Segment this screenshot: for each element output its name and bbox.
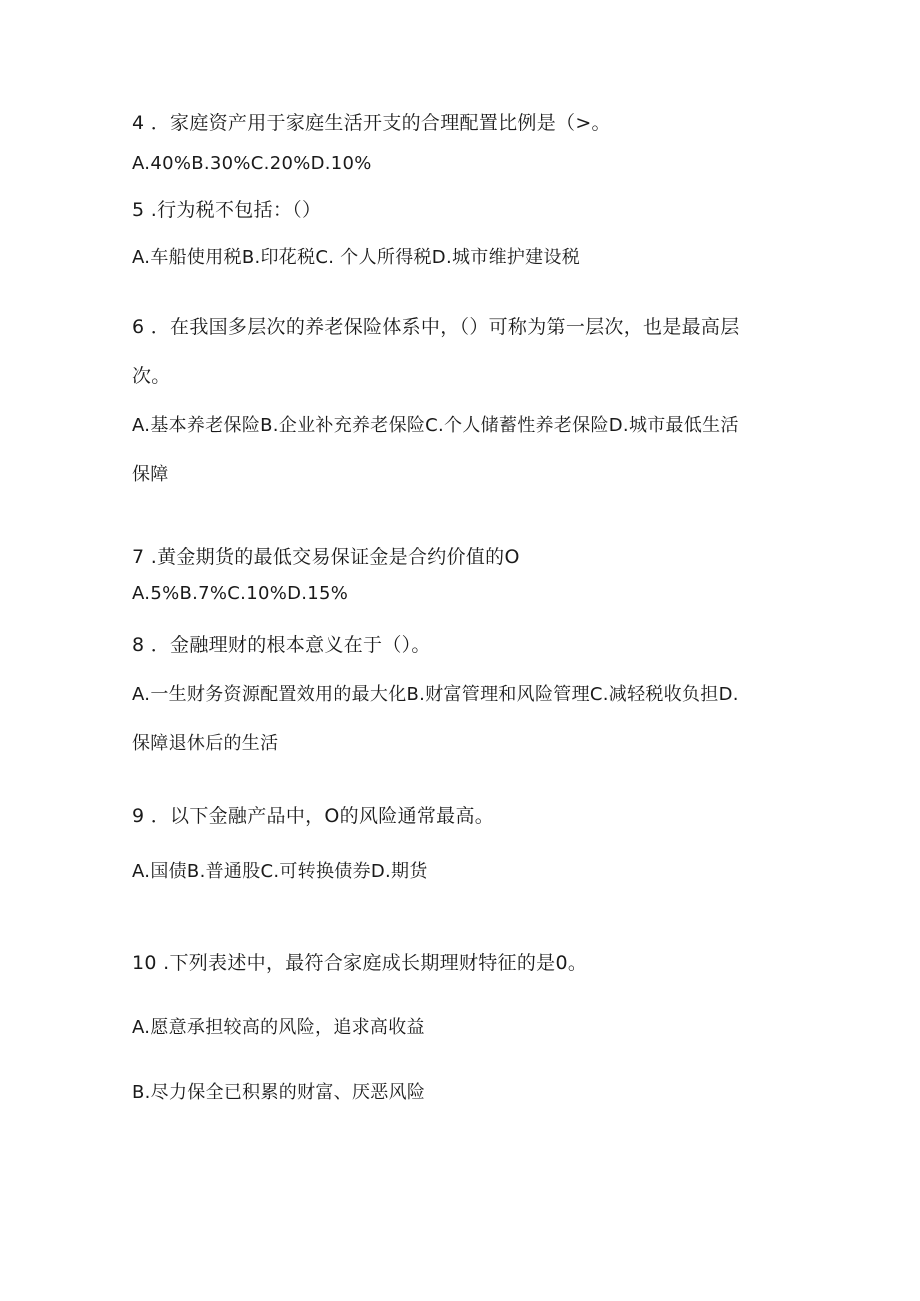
question-10-text: 10 .下列表述中，最符合家庭成长期理财特征的是0。	[132, 952, 588, 974]
question-8-text: 8 ．金融理财的根本意义在于（）。	[132, 634, 431, 656]
question-6-text-continued: 次。	[132, 365, 171, 387]
question-4-text: 4 ．家庭资产用于家庭生活开支的合理配置比例是（>。	[132, 112, 611, 134]
question-7-text: 7 .黄金期货的最低交易保证金是合约价值的O	[132, 546, 520, 568]
question-8-options: A.一生财务资源配置效用的最大化B.财富管理和风险管理C.减轻税收负担D.	[132, 684, 739, 705]
question-6-options-continued: 保障	[132, 464, 169, 485]
question-6-options: A.基本养老保险B.企业补充养老保险C.个人储蓄性养老保险D.城市最低生活	[132, 415, 739, 436]
question-10-option-b: B.尽力保全已积累的财富、厌恶风险	[132, 1082, 426, 1103]
question-7-options: A.5%B.7%C.10%D.15%	[132, 583, 349, 604]
question-5-options: A.车船使用税B.印花税C. 个人所得税D.城市维护建设税	[132, 247, 581, 268]
question-10-option-a: A.愿意承担较高的风险，追求高收益	[132, 1017, 425, 1038]
question-4-options: A.40%B.30%C.20%D.10%	[132, 153, 372, 174]
question-5-text: 5 .行为税不包括：（）	[132, 199, 322, 221]
question-9-options: A.国债B.普通股C.可转换债券D.期货	[132, 861, 428, 882]
question-6-text: 6 ．在我国多层次的养老保险体系中，（）可称为第一层次，也是最高层	[132, 316, 740, 338]
question-8-options-continued: 保障退休后的生活	[132, 733, 279, 754]
question-9-text: 9 ．以下金融产品中，O的风险通常最高。	[132, 805, 495, 827]
